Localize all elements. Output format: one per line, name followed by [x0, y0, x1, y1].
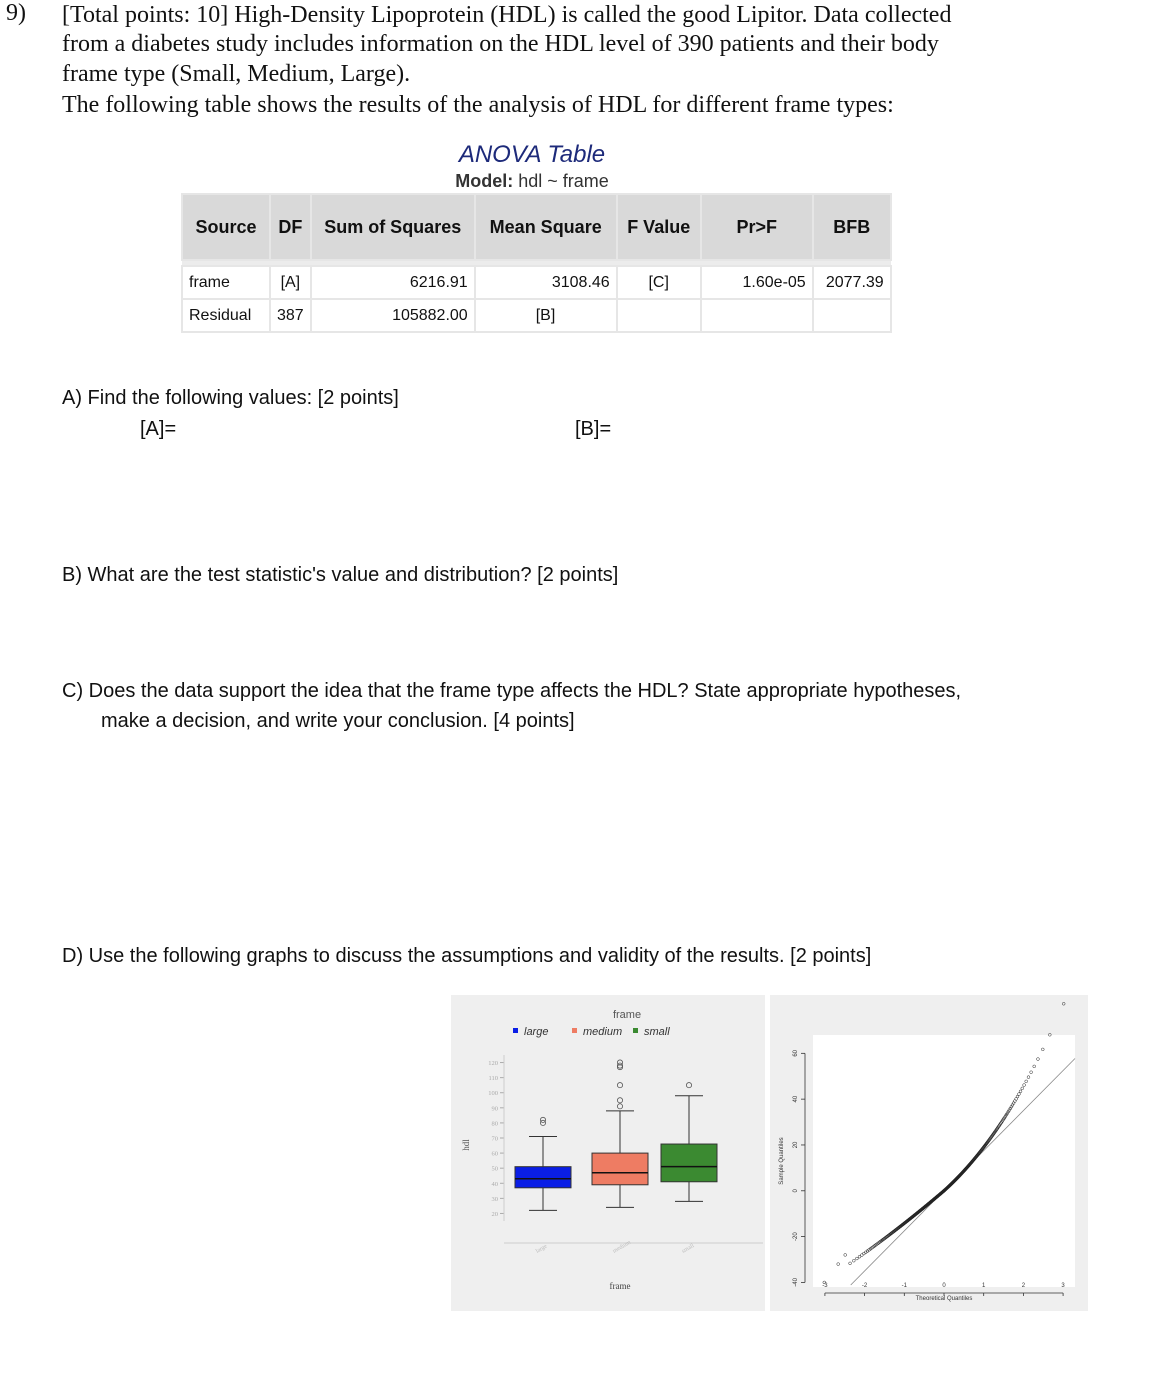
box-large	[515, 1167, 571, 1188]
question-line-2: from a diabetes study includes information on the HDL level of 390 patients and their body	[62, 31, 939, 57]
ytick-label: 110	[488, 1075, 498, 1083]
part-b-prompt: B) What are the test statistic's value and distribution? [2 points]	[62, 564, 619, 586]
cell-ms: 3108.46	[475, 266, 617, 299]
cell-df: 387	[270, 299, 311, 332]
ytick-label: 120	[488, 1060, 498, 1068]
cell-bfb	[813, 299, 891, 332]
legend-swatch-large	[513, 1028, 518, 1033]
question-line-1: [Total points: 10] High-Density Lipoprotein (HDL) is called the good Lipitor. Data collected	[62, 2, 952, 28]
legend-swatch-medium	[572, 1028, 577, 1033]
cell-f: [C]	[617, 266, 701, 299]
legend-swatch-small	[633, 1028, 638, 1033]
ytick-label: 40	[491, 1180, 498, 1188]
qq-ylabel: Sample Quantiles	[779, 1137, 785, 1185]
cell-source: frame	[182, 266, 270, 299]
anova-title: ANOVA Table	[458, 141, 606, 168]
cell-bfb: 2077.39	[813, 266, 891, 299]
part-c-prompt-line-2: make a decision, and write your conclusion. [4 points]	[101, 710, 575, 732]
cell-p: 1.60e-05	[701, 266, 813, 299]
anova-row-residual	[182, 299, 891, 332]
qq-ytick-label: -20	[793, 1232, 799, 1241]
question-line-3: frame type (Small, Medium, Large).	[62, 61, 411, 87]
legend-label-small: small	[644, 1026, 670, 1038]
part-d-prompt: D) Use the following graphs to discuss the assumptions and validity of the results. [2 points]	[62, 945, 872, 967]
qqplot-plot-area	[813, 1035, 1075, 1287]
header-sum-of-squares: Sum of Squares	[311, 194, 475, 260]
qq-ytick-label: -40	[793, 1278, 799, 1287]
header-f-value: F Value	[617, 194, 701, 260]
qq-xlabel: Theoretical Quantiles	[915, 1296, 973, 1302]
ytick-label: 100	[488, 1090, 498, 1098]
xtick-label-medium: medium	[612, 1239, 633, 1255]
header-mean-square: Mean Square	[475, 194, 617, 260]
xtick-label-small: small	[681, 1243, 696, 1255]
header-bfb: BFB	[813, 194, 891, 260]
qq-ytick-label: 60	[793, 1049, 799, 1057]
anova-table	[181, 193, 892, 333]
ytick-label: 20	[491, 1210, 498, 1218]
cell-source: Residual	[182, 299, 270, 332]
qq-xtick-label: 0	[942, 1283, 946, 1289]
anova-model-formula: hdl ~ frame	[518, 171, 609, 191]
charts-area	[451, 995, 1088, 1311]
ytick-label: 50	[491, 1165, 498, 1173]
qq-xtick-label: -3	[822, 1283, 828, 1289]
ytick-label: 80	[491, 1120, 498, 1128]
qq-ytick-label: 40	[793, 1095, 799, 1103]
cell-ss: 105882.00	[311, 299, 475, 332]
header-df: DF	[270, 194, 311, 260]
legend-label-large: large	[524, 1026, 549, 1038]
cell-ss: 6216.91	[311, 266, 475, 299]
boxplot-xlabel: frame	[609, 1281, 631, 1291]
qq-xtick-label: -2	[861, 1283, 868, 1289]
cell-f	[617, 299, 701, 332]
boxplot-ylabel: hdl	[461, 1139, 471, 1151]
cell-ms: [B]	[475, 299, 617, 332]
boxplot-title: frame	[612, 1009, 642, 1021]
question-number: 9)	[6, 0, 26, 26]
legend-label-medium: medium	[583, 1026, 623, 1038]
anova-header-row	[182, 194, 891, 260]
qq-ytick-label: 0	[793, 1189, 799, 1193]
part-a-label-a: [A]=	[140, 418, 177, 440]
anova-model	[0, 171, 1064, 192]
ytick-label: 60	[491, 1150, 498, 1158]
part-a-label-b: [B]=	[575, 418, 612, 440]
qq-ytick-label: 20	[793, 1141, 799, 1149]
qq-xtick-label: 3	[1061, 1283, 1065, 1289]
part-c-prompt-line-1: C) Does the data support the idea that the frame type affects the HDL? State appropriate hypotheses,	[62, 680, 962, 702]
cell-p	[701, 299, 813, 332]
xtick-label-large: large	[535, 1243, 549, 1255]
ytick-label: 90	[491, 1105, 498, 1113]
qq-xtick-label: -1	[901, 1283, 907, 1289]
qq-xtick-label: 2	[1021, 1283, 1026, 1289]
question-line-4: The following table shows the results of the analysis of HDL for different frame types:	[62, 92, 894, 118]
box-medium	[592, 1153, 648, 1185]
ytick-label: 70	[491, 1135, 498, 1143]
qq-xtick-label: 1	[982, 1283, 986, 1289]
anova-row-frame	[182, 266, 891, 299]
ytick-label: 30	[491, 1195, 498, 1203]
box-small	[661, 1144, 717, 1182]
header-source: Source	[182, 194, 270, 260]
anova-model-label: Model:	[455, 171, 514, 191]
header-pr-f: Pr>F	[701, 194, 813, 260]
cell-df: [A]	[270, 266, 311, 299]
part-a-prompt: A) Find the following values: [2 points]	[62, 387, 399, 409]
